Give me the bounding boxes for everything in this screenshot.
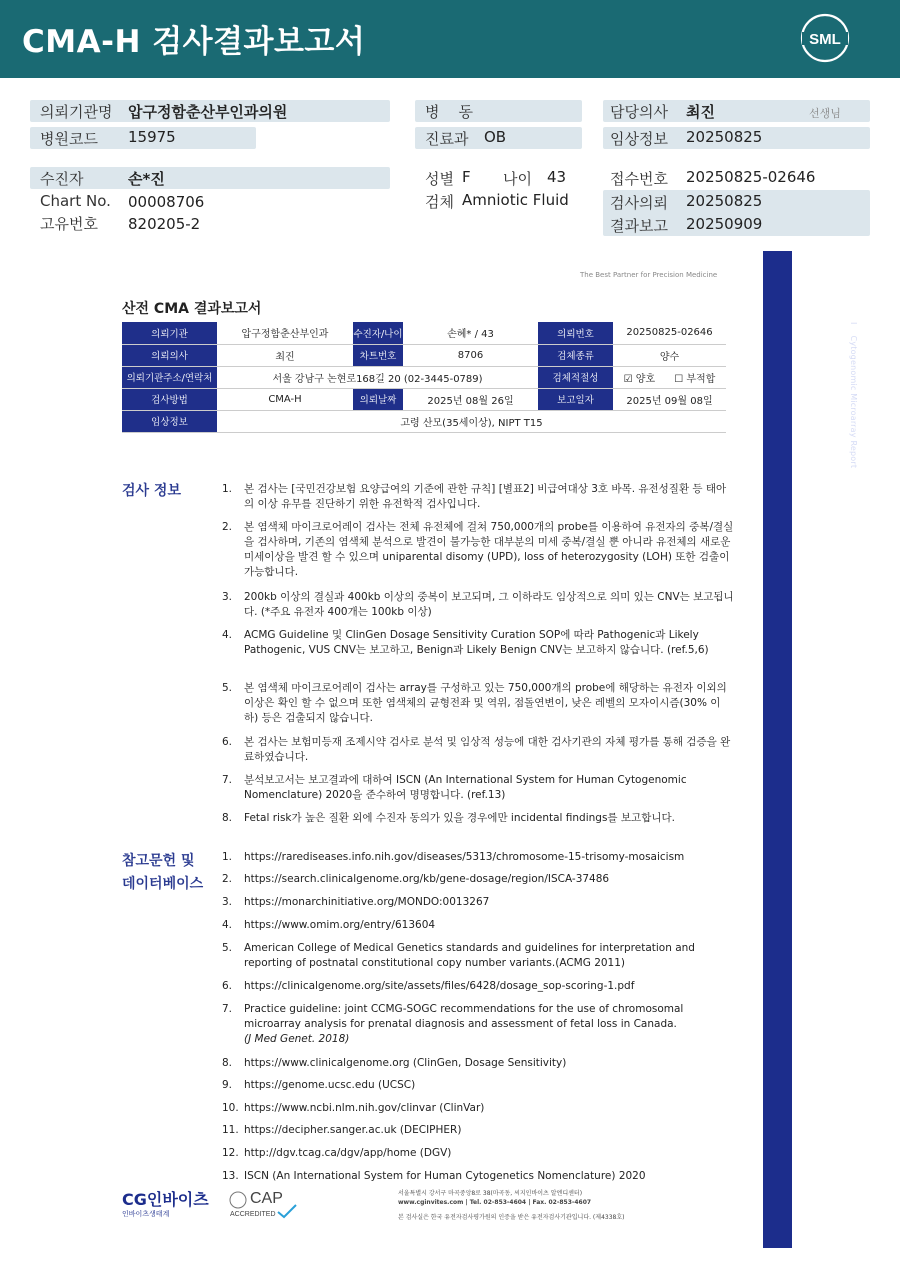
side-text: I Cytogenomic Microarray Report [849,322,858,469]
doc-tagline: The Best Partner for Precision Medicine [580,271,718,279]
receipt-value: 20250825-02646 [686,168,816,186]
ward-label: 병 동 [425,103,474,121]
unique-label: 고유번호 [40,215,98,233]
age-label: 나이 [503,170,532,188]
specimen-value: Amniotic Fluid [462,191,569,209]
cginvites-sub: 인바이츠생태계 [122,1210,170,1218]
institution-value: 압구정함춘산부인과의원 [128,103,288,121]
logo-text: SML [809,31,841,48]
specimen-label: 검체 [425,193,454,211]
svg-text:ACCREDITED: ACCREDITED [230,1211,276,1218]
chart-value: 00008706 [128,193,205,211]
age-value: 43 [547,168,567,186]
footer-note: 본 검사실은 한국 유전자검사평가원의 인증을 받은 유전자검사기관입니다. (제4338호) [398,1214,625,1221]
table-row [122,410,726,432]
report-value: 20250909 [686,215,763,233]
table-cell: 손혜* / 43 [403,322,538,344]
table-header: 임상정보 [122,410,217,432]
footer-address: 서울특별시 강서구 마곡중앙8로 38(마곡동, 씨지인바이츠 알엔디센터) [398,1190,583,1197]
doctor-value: 최진 [686,103,715,121]
footer-contact: www.cginvites.com | Tel. 02-853-4604 | Fax. 02-853-4607 [398,1199,592,1206]
clinical-label: 임상정보 [610,130,668,148]
sex-label: 성별 [425,170,454,188]
report-title: 산전 CMA 결과보고서 [122,301,262,317]
table-header: 보고일자 [538,388,613,410]
table-cell: CMA-H [217,388,353,410]
page-title: CMA-H 검사결과보고서 [22,24,366,60]
table-row [122,366,726,388]
hospital-code-value: 15975 [128,128,176,146]
patient-value: 손*진 [128,170,165,188]
table-row [122,322,726,344]
institution-label: 의뢰기관명 [40,103,113,121]
request-value: 20250825 [686,192,763,210]
table-row [122,344,726,366]
sex-value: F [462,168,471,186]
table-cell: 고령 산모(35세이상), NIPT T15 [217,410,726,432]
dept-label: 진료과 [425,130,469,148]
report-header [0,0,900,78]
table-cell: 양수 [613,344,726,366]
report-label: 결과보고 [610,217,668,235]
receipt-label: 접수번호 [610,170,668,188]
summary-table [122,322,726,433]
row-bar [30,167,390,189]
patient-label: 수진자 [40,170,84,188]
table-header: 수진자/나이 [353,322,403,344]
table-header: 의뢰번호 [538,322,613,344]
table-header: 의뢰기관주소/연락처 [122,366,217,388]
doctor-suffix: 선생님 [809,107,841,120]
info-heading: 검사 정보 [122,483,181,499]
table-cell: 서울 강남구 논현로168길 20 (02-3445-0789) [217,366,538,388]
table-header: 의뢰날짜 [353,388,403,410]
specimen-adequacy-cell: ☑ 양호 ☐ 부적합 [613,366,726,388]
table-header: 검사방법 [122,388,217,410]
table-header: 검체종류 [538,344,613,366]
dept-value: OB [484,128,507,146]
svg-text:CAP: CAP [250,1190,283,1207]
table-header: 의뢰의사 [122,344,217,366]
table-cell: 최진 [217,344,353,366]
table-header: 검체적절성 [538,366,613,388]
table-cell: 압구정함춘산부인과 [217,322,353,344]
sml-logo [800,13,850,63]
table-cell: 20250825-02646 [613,322,726,344]
chart-label: Chart No. [40,192,111,210]
table-header: 의뢰기관 [122,322,217,344]
ref-heading: 참고문헌 및 [122,853,195,869]
unique-value: 820205-2 [128,215,201,233]
doctor-label: 담당의사 [610,103,668,121]
table-row [122,388,726,410]
cap-accredited-logo [228,1186,308,1220]
table-cell: 2025년 08월 26일 [403,388,538,410]
table-cell: 8706 [403,344,538,366]
clinical-value: 20250825 [686,128,763,146]
table-header: 차트번호 [353,344,403,366]
ref-heading: 데이터베이스 [122,876,204,892]
hospital-code-label: 병원코드 [40,130,98,148]
cginvites-logo: CG인바이츠 [122,1190,209,1209]
table-cell: 2025년 09월 08일 [613,388,726,410]
request-label: 검사의뢰 [610,194,668,212]
